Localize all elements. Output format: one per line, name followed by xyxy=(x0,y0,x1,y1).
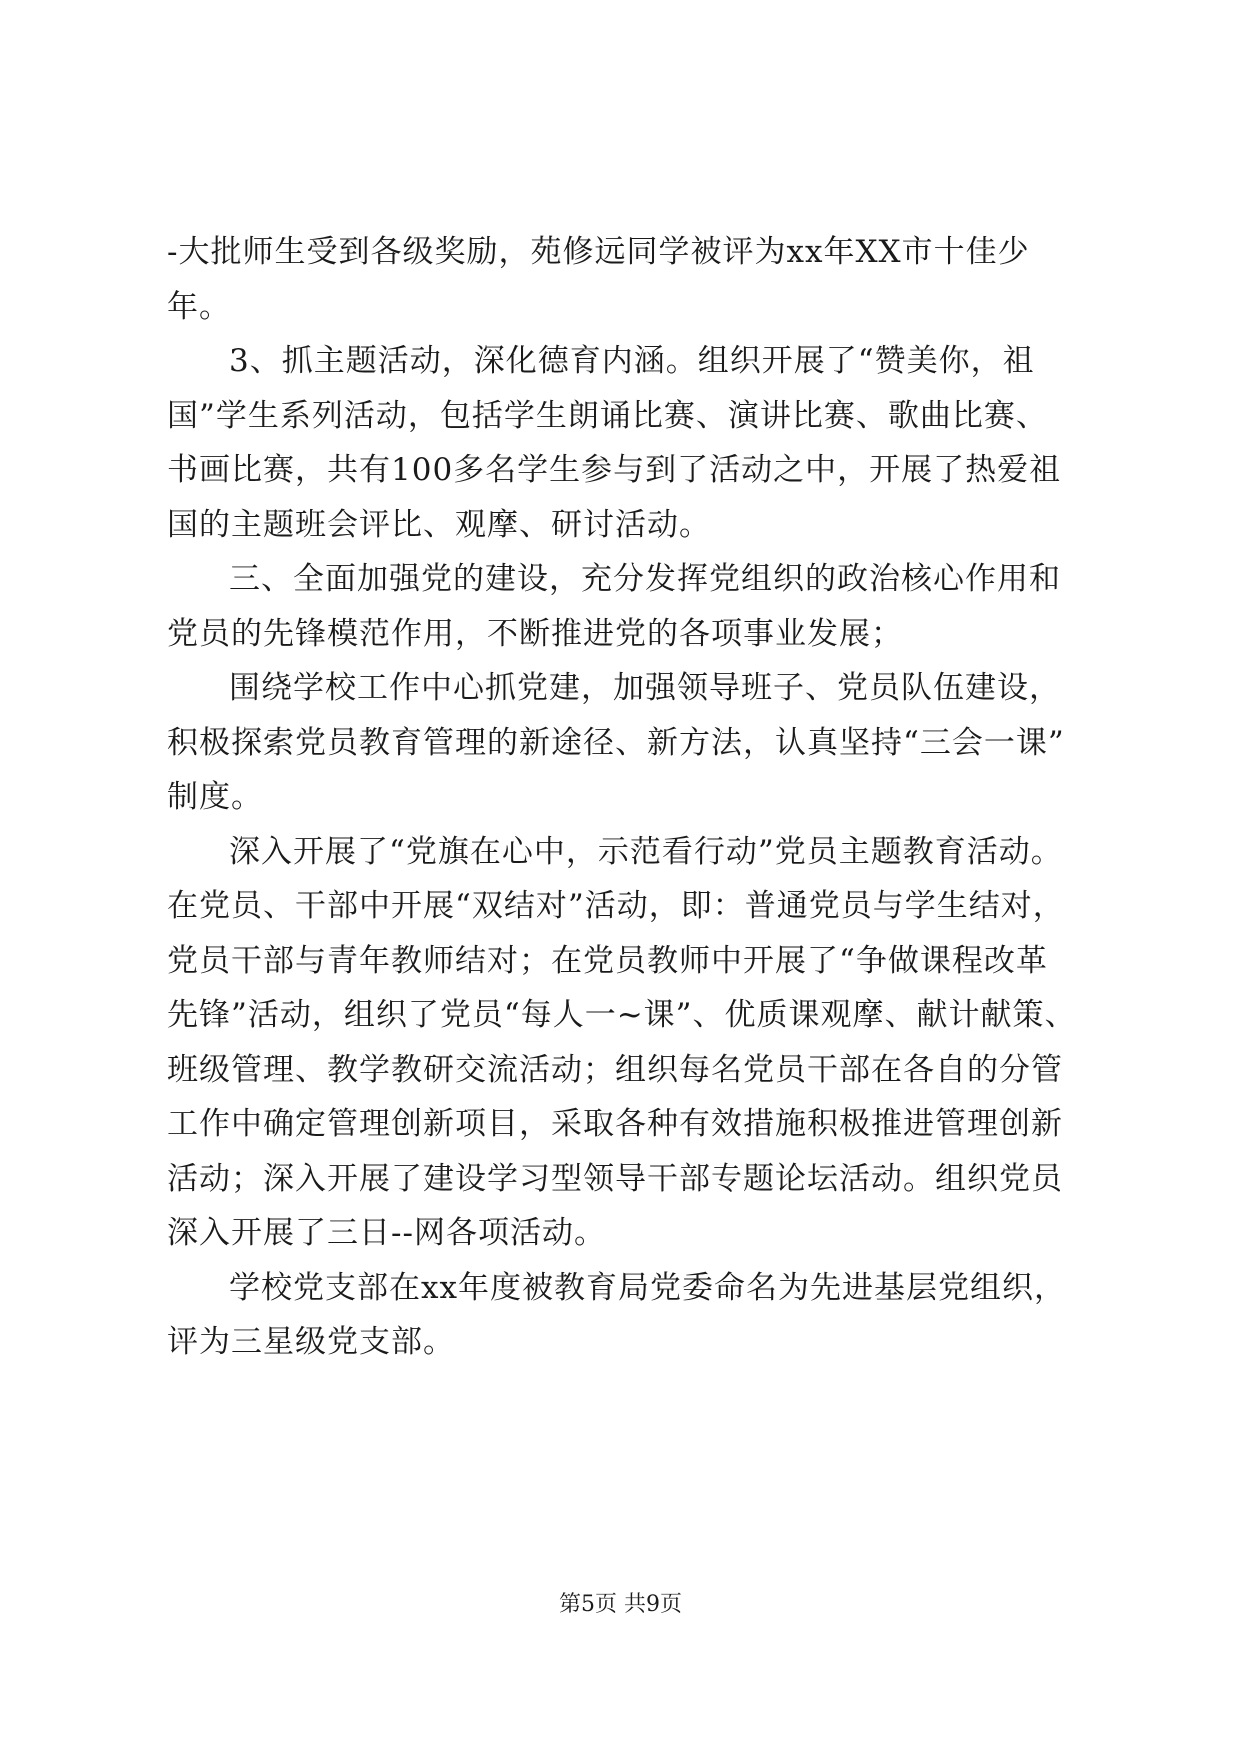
text-line: 工作中确定管理创新项目，采取各种有效措施积极推进管理创新 xyxy=(167,1106,1063,1142)
text-line: 深入开展了三日--网各项活动。 xyxy=(167,1215,606,1251)
text-line: 班级管理、教学教研交流活动；组织每名党员干部在各自的分管 xyxy=(167,1051,1063,1088)
text-line: 党员的先锋模范作用，不断推进党的各项事业发展； xyxy=(167,615,903,652)
text-line: 在党员、干部中开展“双结对”活动，即：普通党员与学生结对， xyxy=(167,888,1065,924)
text-line: 围绕学校工作中心抓党建，加强领导班子、党员队伍建设， xyxy=(229,670,1061,706)
text-line: 活动；深入开展了建设学习型领导干部专题论坛活动。组织党员 xyxy=(167,1160,1063,1197)
text-line: 书画比赛，共有100多名学生参与到了活动之中，开展了热爱祖 xyxy=(167,452,1062,488)
body-text xyxy=(167,225,1087,1370)
text-line: 制度。 xyxy=(167,779,263,815)
text-line: -大批师生受到各级奖励，苑修远同学被评为xx年XX市十佳少 xyxy=(167,234,1030,270)
page-number-footer: 第5页 共9页 xyxy=(559,1592,682,1617)
text-line: 国”学生系列活动，包括学生朗诵比赛、演讲比赛、歌曲比赛、 xyxy=(167,397,1048,434)
text-line: 年。 xyxy=(167,288,231,325)
text-line: 国的主题班会评比、观摩、研讨活动。 xyxy=(167,506,711,543)
text-line: 3、抓主题活动，深化德育内涵。组织开展了“赞美你，祖 xyxy=(229,343,1035,379)
text-line: 学校党支部在xx年度被教育局党委命名为先进基层党组织， xyxy=(229,1269,1066,1306)
text-line: 评为三星级党支部。 xyxy=(167,1324,455,1360)
text-line: 党员干部与青年教师结对；在党员教师中开展了“争做课程改革 xyxy=(167,942,1048,979)
text-line: 先锋”活动，组织了党员“每人一~课”、优质课观摩、献计献策、 xyxy=(167,997,1077,1033)
text-line: 积极探索党员教育管理的新途径、新方法，认真坚持“三会一课” xyxy=(167,724,1065,761)
text-line: 三、全面加强党的建设，充分发挥党组织的政治核心作用和 xyxy=(229,561,1061,597)
text-line: 深入开展了“党旗在心中，示范看行动”党员主题教育活动。 xyxy=(229,833,1063,870)
